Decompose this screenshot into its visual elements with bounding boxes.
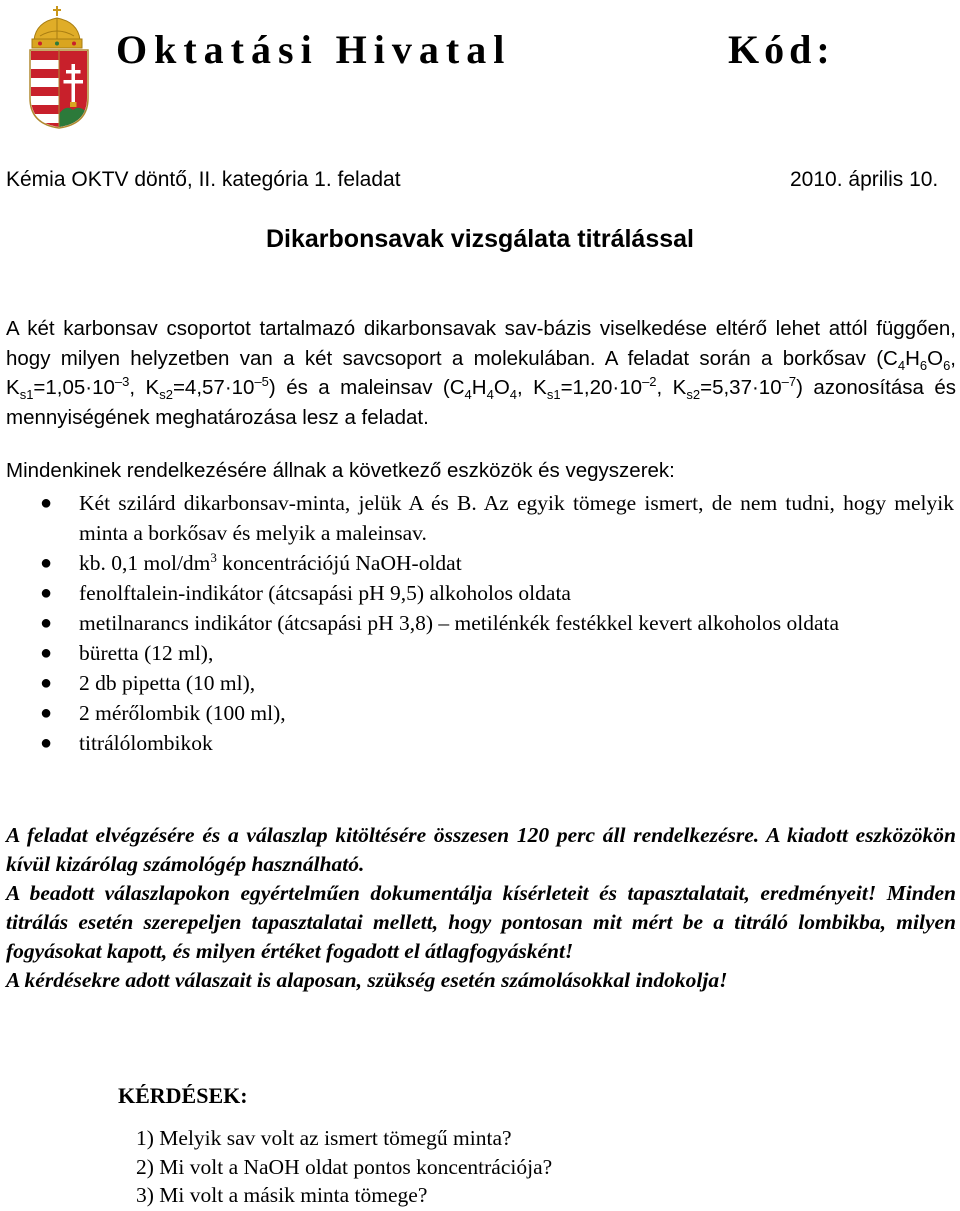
equipment-list: [0, 488, 960, 758]
list-item: ● büretta (12 ml),: [0, 638, 960, 668]
list-item: ● kb. 0,1 mol/$dm^3$ koncentrációjú NaOH-oldat: [0, 548, 960, 578]
bullet-icon: ●: [40, 492, 53, 514]
exam-subject: Kémia OKTV döntő, II. kategória 1. feladat: [6, 168, 401, 191]
instruction-paragraph: A kérdésekre adott válaszait is alaposan, szükség esetén számolásokkal indokolja!: [6, 968, 728, 992]
question-item: 2) Mi volt a NaOH oldat pontos koncentrációja?: [136, 1154, 553, 1179]
bullet-icon: ●: [40, 552, 53, 574]
questions-list: [136, 1124, 552, 1210]
code-label: Kód:: [728, 27, 835, 72]
bullet-icon: ●: [40, 702, 53, 724]
instructions-block: [6, 821, 956, 995]
questions-heading: KÉRDÉSEK:: [118, 1083, 248, 1108]
document-title: Dikarbonsavak vizsgálata titrálással: [265, 225, 694, 253]
question-item: 3) Mi volt a másik minta tömege?: [136, 1183, 428, 1207]
intro-paragraph: A két karbonsav csoportot tartalmazó dikarbonsavak sav-bázis viselkedése eltérő lehet attól függően, hogy milyen helyzetben van a két savcsoport a molekulában. A feladat során a borkősav ($C_4H_6O_6$, $K_{s1}=1,05\cdot 10^{-3}$, $K_{s2}=4,57\cdot 10^{-5}$) és a maleinsav ($C_4H_4O_4$, $K_{s1}=1,20\cdot 10^{-2}$, $K_{s2}=5,37\cdot 10^{-7}$) azonosítása és mennyiségének meghatározása lesz a feladat.: [6, 317, 956, 429]
list-item: ● titrálólombikok: [0, 728, 960, 758]
instruction-paragraph: A feladat elvégzésére és a válaszlap kitöltésére összesen 120 perc áll rendelkezésre. A kiadott eszközökön kívül kizárólag számológép használható.: [6, 823, 956, 876]
hungarian-coat-of-arms-icon: [26, 6, 96, 130]
organization-name: Oktatási Hivatal: [116, 27, 512, 72]
bullet-icon: ●: [40, 672, 53, 694]
bullet-icon: ●: [40, 612, 53, 634]
bullet-icon: ●: [40, 732, 53, 754]
page-header: [0, 0, 960, 140]
crown-icon: [32, 6, 82, 48]
bullet-icon: ●: [40, 582, 53, 604]
list-item: ● metilnarancs indikátor (átcsapási pH 3,8) – metilénkék festékkel kevert alkoholos oldata: [0, 608, 960, 638]
exam-date: 2010. április 10.: [790, 168, 939, 191]
list-item: ● 2 mérőlombik (100 ml),: [0, 698, 960, 728]
instruction-paragraph: A beadott válaszlapokon egyértelműen dokumentálja kísérleteit és tapasztalatait, eredményeit! Minden titrálás esetén szerepeljen tapasztalatai mellett, hogy pontosan mit mért be a titráló lombikba, milyen fogyásokat kapott, és milyen értéket fogadott el átlagfogyásként!: [6, 881, 956, 963]
list-item: ● Két szilárd dikarbonsav-minta, jelük A és B. Az egyik tömege ismert, de nem tudni, hogy melyik minta a borkősav és melyik a maleinsav.: [0, 488, 960, 548]
list-item: ● fenolftalein-indikátor (átcsapási pH 9,5) alkoholos oldata: [0, 578, 960, 608]
question-item: 1) Melyik sav volt az ismert tömegű minta?: [136, 1126, 512, 1150]
equipment-heading: Mindenkinek rendelkezésére állnak a következő eszközök és vegyszerek:: [6, 459, 675, 482]
bullet-icon: ●: [40, 642, 53, 664]
list-item: ● 2 db pipetta (10 ml),: [0, 668, 960, 698]
